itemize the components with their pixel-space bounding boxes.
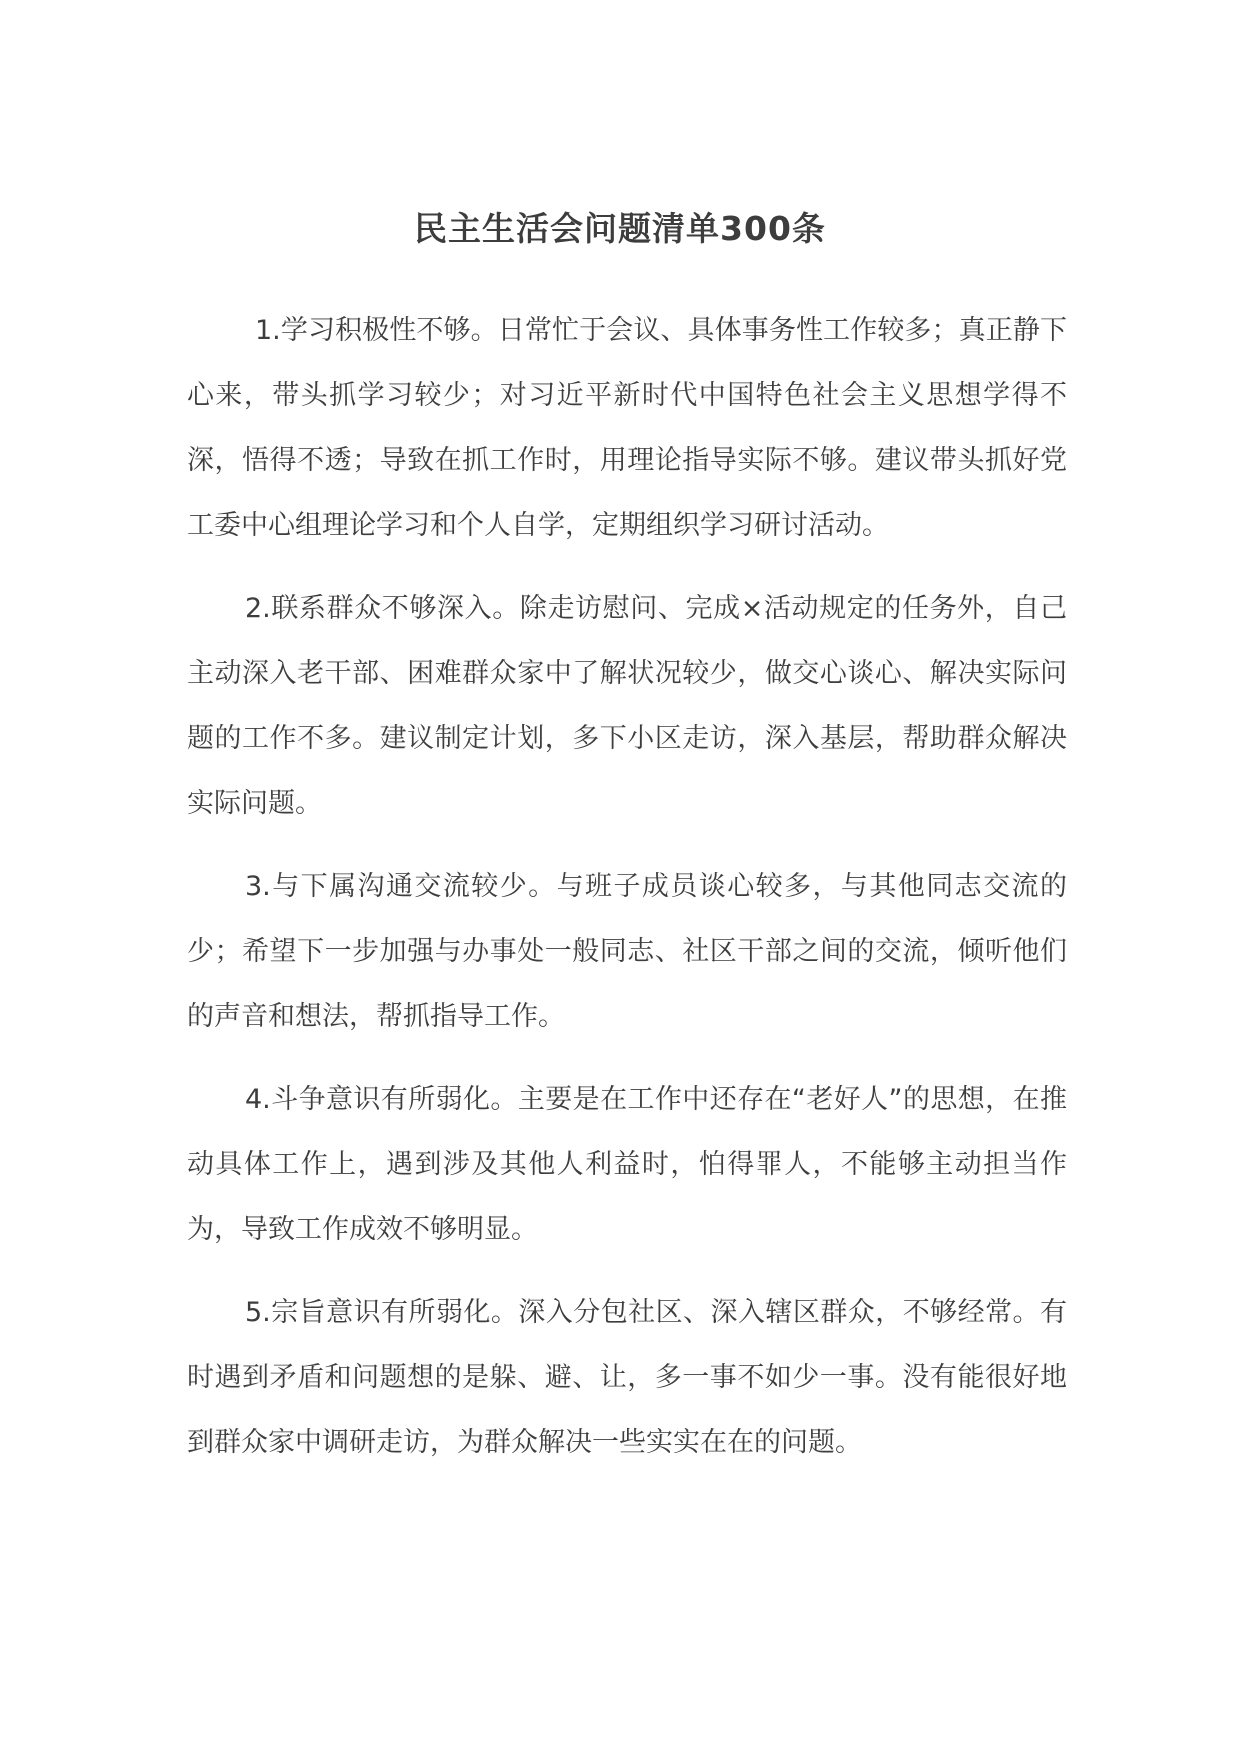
paragraph-item-5: 5.宗旨意识有所弱化。深入分包社区、深入辖区群众，不够经常。有时遇到矛盾和问题想的是躲、避、让，多一事不如少一事。没有能很好地到群众家中调研走访，为群众解决一些实实在在的问题。 [187, 1297, 1067, 1458]
paragraph-item-3: 3.与下属沟通交流较少。与班子成员谈心较多，与其他同志交流的少；希望下一步加强与办事处一般同志、社区干部之间的交流，倾听他们的声音和想法，帮抓指导工作。 [187, 871, 1067, 1032]
paragraph-item-2: 2.联系群众不够深入。除走访慰问、完成×活动规定的任务外，自己主动深入老干部、困难群众家中了解状况较少，做交心谈心、解决实际问题的工作不多。建议制定计划，多下小区走访，深入基层，帮助群众解决实际问题。 [187, 593, 1067, 819]
paragraph-item-1: 1.学习积极性不够。日常忙于会议、具体事务性工作较多；真正静下心来，带头抓学习较少；对习近平新时代中国特色社会主义思想学得不深，悟得不透；导致在抓工作时，用理论指导实际不够。建议带头抓好党工委中心组理论学习和个人自学，定期组织学习研讨活动。 [187, 315, 1067, 541]
document-body [187, 298, 1067, 1493]
document-title: 民主生活会问题清单300条 [414, 209, 826, 248]
paragraph-item-4: 4.斗争意识有所弱化。主要是在工作中还存在“老好人”的思想，在推动具体工作上，遇到涉及其他人利益时，怕得罪人，不能够主动担当作为，导致工作成效不够明显。 [187, 1084, 1067, 1245]
